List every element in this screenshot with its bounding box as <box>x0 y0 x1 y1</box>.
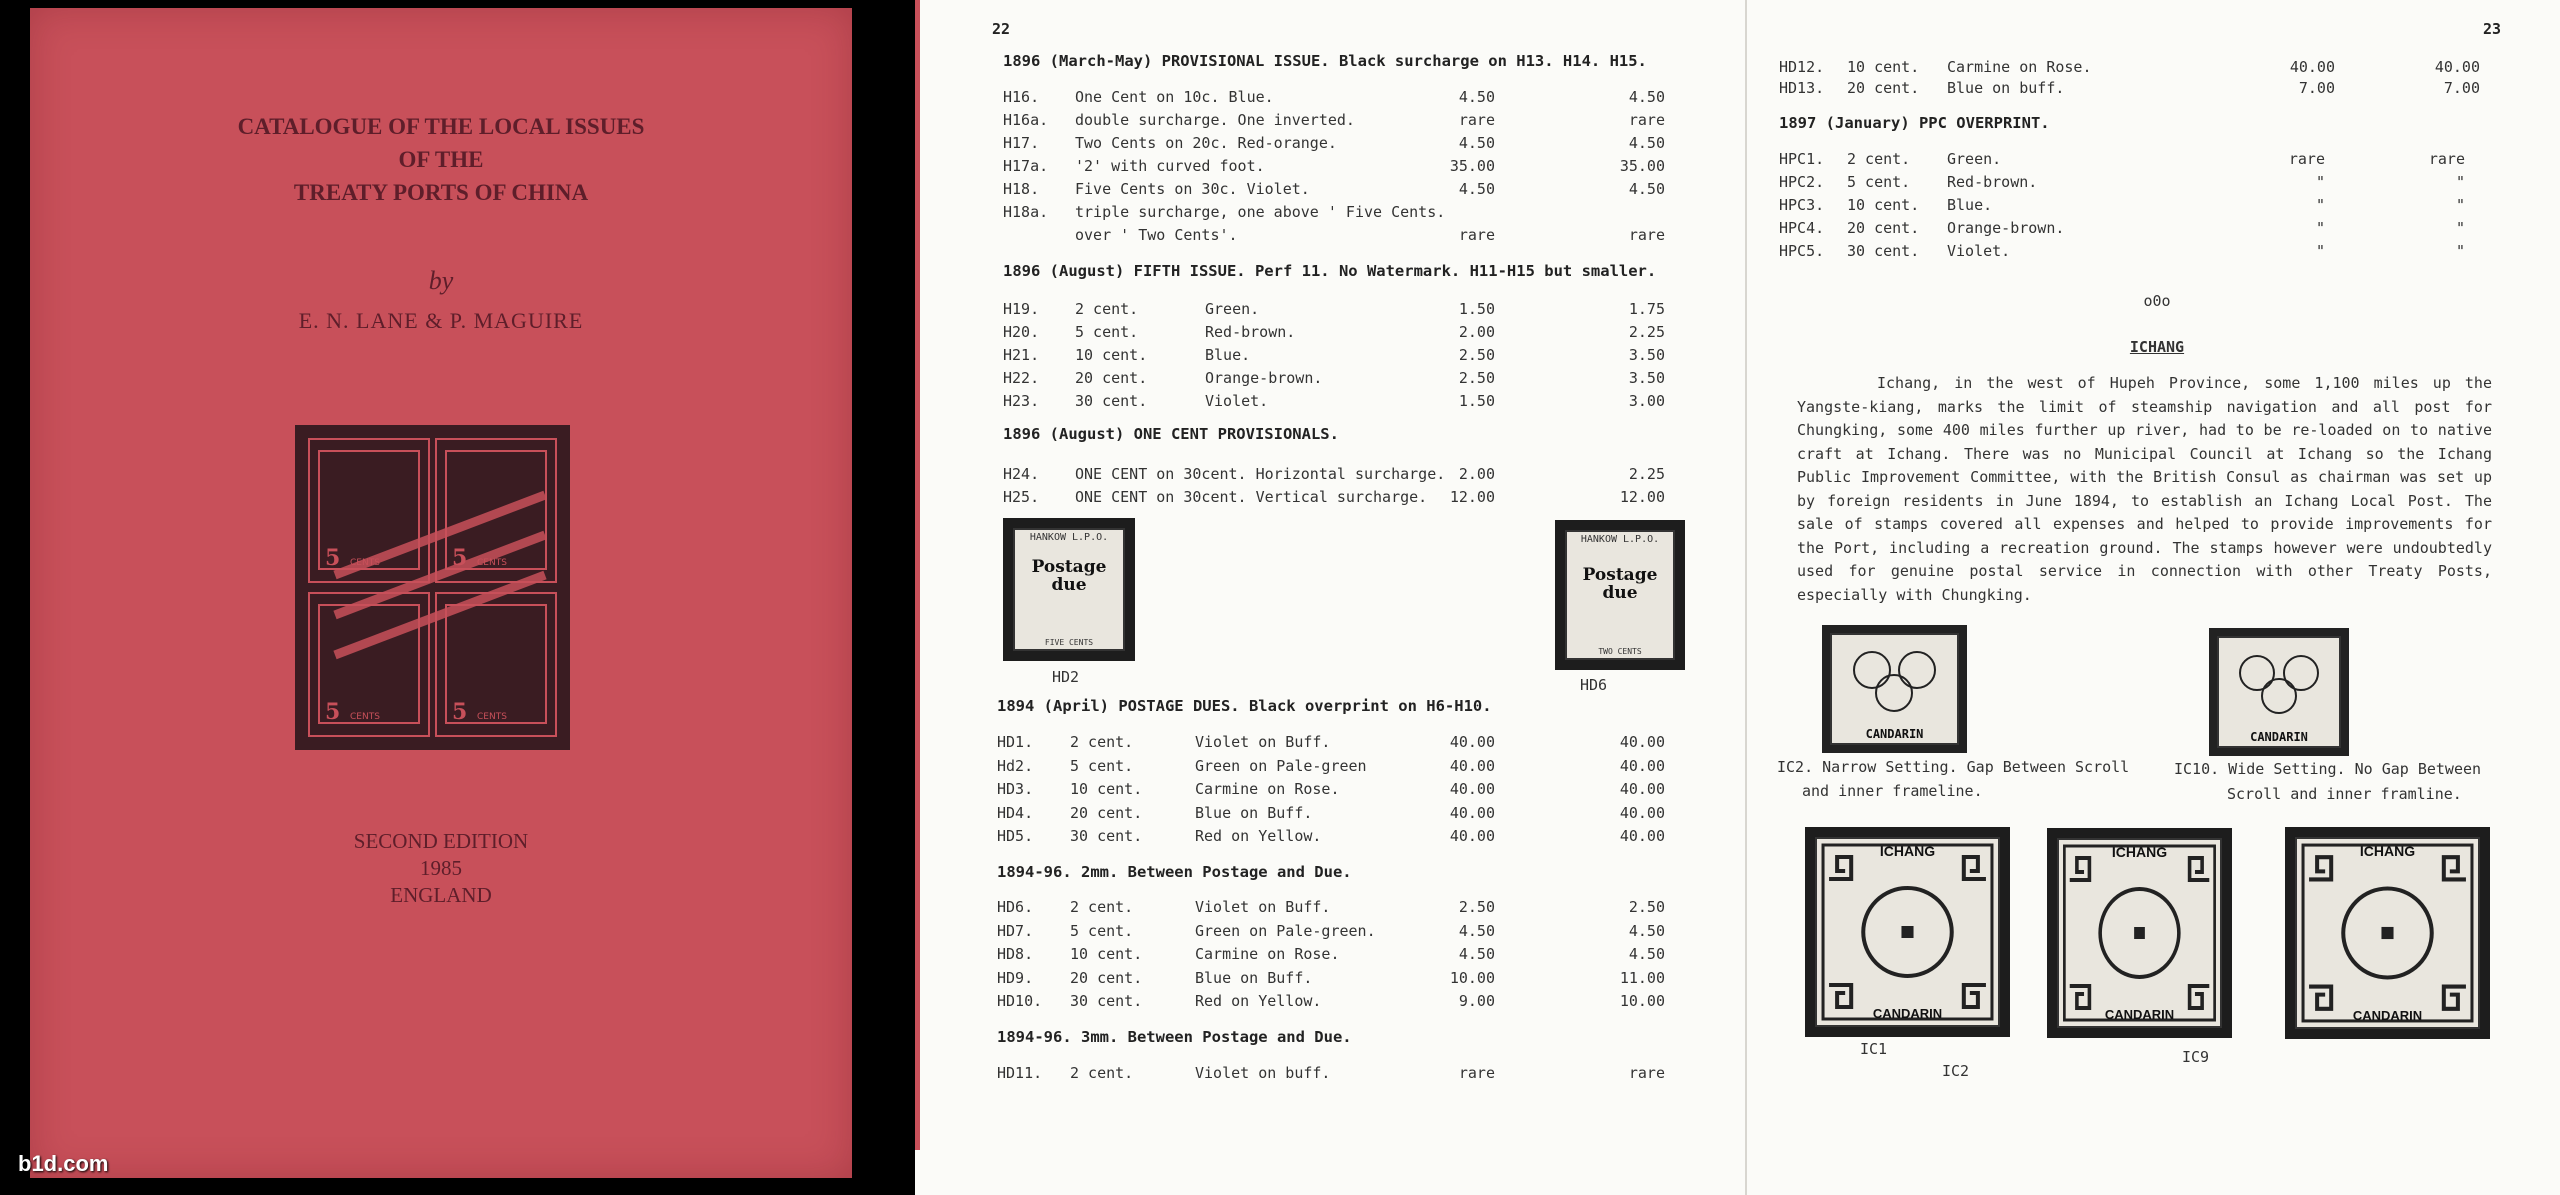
cell: Blue on Buff. <box>1195 968 1313 987</box>
stamp-image-hd2 <box>1003 518 1135 661</box>
cell: 40.00 <box>1619 827 1665 845</box>
cover-title-line: TREATY PORTS OF CHINA <box>293 180 589 205</box>
page-22 <box>915 0 1747 1195</box>
cell: rare <box>1628 1064 1665 1082</box>
cell: 7.00 <box>2298 79 2335 97</box>
cell: H23. <box>1003 392 1040 410</box>
cell: 40.00 <box>2289 58 2335 76</box>
stamp-caption: CENTS <box>350 558 380 568</box>
cell: Red-brown. <box>1947 173 2038 191</box>
cover-authors: E. N. LANE & P. MAGUIRE <box>298 308 584 333</box>
cell: H17. <box>1003 134 1040 152</box>
catalogue-row <box>915 88 1745 110</box>
cell: 10 cent. <box>1070 780 1143 798</box>
cell: 2.25 <box>1628 465 1665 483</box>
cell: 30 cent. <box>1070 992 1143 1010</box>
cell: 7.00 <box>2443 79 2480 97</box>
section-heading: 1894 (April) POSTAGE DUES. Black overprint on H6-H10. <box>997 697 1492 715</box>
stamp-value-digit: 5 <box>452 699 468 725</box>
page-number: 22 <box>992 20 1011 38</box>
catalogue-row <box>915 392 1745 414</box>
cell: 1.50 <box>1458 392 1495 410</box>
stamp-caption: HD2 <box>1052 668 1080 686</box>
cell: Orange-brown. <box>1947 219 2065 237</box>
section-heading: 1894-96. 3mm. Between Postage and Due. <box>997 1028 1352 1046</box>
cell: 30 cent. <box>1075 392 1148 410</box>
separator: o0o <box>2143 292 2171 310</box>
catalogue-row <box>915 157 1745 179</box>
cell: " <box>2315 173 2325 191</box>
cell: One Cent on 10c. Blue. <box>1075 88 1274 106</box>
cover-edition <box>30 828 852 909</box>
catalogue-row <box>1747 150 2560 172</box>
cover-title-line: CATALOGUE OF THE LOCAL ISSUES <box>237 114 645 139</box>
page-number: 23 <box>2483 20 2502 38</box>
cell: Violet on buff. <box>1195 1064 1331 1082</box>
cell: 12.00 <box>1449 488 1495 506</box>
cell: Green. <box>1205 300 1260 318</box>
cell: rare <box>1628 111 1665 129</box>
catalogue-row <box>915 969 1745 991</box>
cell: " <box>2455 173 2465 191</box>
cell: 5 cent. <box>1847 173 1911 191</box>
cell: 10.00 <box>1619 992 1665 1010</box>
book-cover <box>30 8 852 1178</box>
cell: 35.00 <box>1449 157 1495 175</box>
cell: " <box>2315 219 2325 237</box>
cell: 20 cent. <box>1847 79 1920 97</box>
cover-edition-line: ENGLAND <box>390 883 492 907</box>
cell: 3.50 <box>1628 369 1665 387</box>
section-heading: 1894-96. 2mm. Between Postage and Due. <box>997 863 1352 881</box>
stamp-top-text: HANKOW L.P.O. <box>1580 534 1660 545</box>
cell: Red on Yellow. <box>1195 992 1322 1010</box>
cell: 30 cent. <box>1847 242 1920 260</box>
cover-title <box>30 110 852 209</box>
cover-edition-line: SECOND EDITION <box>353 829 529 853</box>
cell: H18a. <box>1003 203 1049 221</box>
stamp-face <box>2057 838 2222 1028</box>
stamp-caption-line: IC2. Narrow Setting. Gap Between Scroll <box>1777 758 2130 776</box>
cover-by: by <box>428 266 454 295</box>
cell: H25. <box>1003 488 1040 506</box>
stamp-value-digit: 5 <box>325 545 341 571</box>
cell: HPC1. <box>1779 150 1825 168</box>
section-heading: 1896 (August) ONE CENT PROVISIONALS. <box>1003 425 1339 443</box>
catalogue-row <box>915 922 1745 944</box>
stamp-caption: IC1 <box>1860 1040 1888 1058</box>
cell: Violet on Buff. <box>1195 733 1331 751</box>
cell: 4.50 <box>1458 921 1495 940</box>
stamp-label: CANDARIN <box>1865 727 1924 741</box>
cell: 40.00 <box>1449 827 1495 845</box>
cell: HD7. <box>997 921 1034 940</box>
cell: 2.25 <box>1628 323 1665 341</box>
stamp-top-text: HANKOW L.P.O. <box>1029 532 1109 543</box>
stamp-image-ic10-small <box>2209 628 2349 756</box>
cell: H20. <box>1003 323 1040 341</box>
cover-title-line: OF THE <box>398 147 484 172</box>
stamp-caption: CENTS <box>477 558 507 568</box>
cell: " <box>2455 242 2465 260</box>
cell: H24. <box>1003 465 1040 483</box>
section-heading: 1896 (August) FIFTH ISSUE. Perf 11. No Watermark. H11-H15 but smaller. <box>1003 262 1657 280</box>
cell: 4.50 <box>1628 88 1665 106</box>
catalogue-row <box>915 369 1745 391</box>
catalogue-row <box>915 488 1745 510</box>
catalogue-row <box>1747 79 2560 101</box>
cell: 35.00 <box>1619 157 1665 175</box>
cell: HD9. <box>997 968 1034 987</box>
page-23 <box>1747 0 2560 1195</box>
cell: Five Cents on 30c. Violet. <box>1075 180 1310 198</box>
cell: 20 cent. <box>1070 968 1143 987</box>
cell: H21. <box>1003 346 1040 364</box>
cell: H16a. <box>1003 111 1049 129</box>
cell: 2 cent. <box>1075 300 1139 318</box>
catalogue-row <box>915 111 1745 133</box>
cell: HPC4. <box>1779 219 1825 237</box>
stamp-caption: IC2 <box>1942 1062 1970 1080</box>
cell: 40.00 <box>1619 780 1665 798</box>
cell: " <box>2455 196 2465 214</box>
cell: H17a. <box>1003 157 1049 175</box>
stamp-top-label: ICHANG <box>1879 843 1936 859</box>
stamp-overprint: Postage due <box>1582 565 1658 603</box>
stamp-bottom-label: CANDARIN <box>1872 1006 1943 1021</box>
cell: H16. <box>1003 88 1040 106</box>
stamp-label: CANDARIN <box>2250 730 2308 744</box>
catalogue-row <box>915 992 1745 1014</box>
cell: 1.75 <box>1628 300 1665 318</box>
cell: 40.00 <box>1619 756 1665 775</box>
cell: 4.50 <box>1458 88 1495 106</box>
cell: HD6. <box>997 898 1034 916</box>
cell: 4.50 <box>1458 945 1495 963</box>
cell: 2 cent. <box>1070 898 1134 916</box>
catalogue-row <box>1747 58 2560 80</box>
cell: 4.50 <box>1458 134 1495 152</box>
cell: Blue. <box>1947 196 1993 214</box>
cell: HD4. <box>997 803 1034 822</box>
cell: 11.00 <box>1619 968 1665 987</box>
cell: '2' with curved foot. <box>1075 157 1265 175</box>
cell: rare <box>1458 1064 1495 1082</box>
cell: rare <box>1628 226 1665 244</box>
cell: 4.50 <box>1458 180 1495 198</box>
cell: 4.50 <box>1628 180 1665 198</box>
stamp-image-ic2-small <box>1822 625 1967 753</box>
cell: Carmine on Rose. <box>1947 58 2092 76</box>
cell: Blue on Buff. <box>1195 803 1313 822</box>
cell: 10 cent. <box>1070 945 1143 963</box>
cell: 3.00 <box>1628 392 1665 410</box>
stamp-value-digit: 5 <box>452 545 468 571</box>
cell: " <box>2315 196 2325 214</box>
stamp-image-hd6 <box>1555 520 1685 670</box>
catalogue-row <box>1747 196 2560 218</box>
catalogue-row <box>915 300 1745 322</box>
catalogue-row <box>915 134 1745 156</box>
cell: H18. <box>1003 180 1040 198</box>
cell: HD10. <box>997 992 1043 1010</box>
cell: " <box>2315 242 2325 260</box>
catalogue-row <box>915 465 1745 487</box>
cell: Green on Pale-green. <box>1195 921 1376 940</box>
cell: 40.00 <box>1449 756 1495 775</box>
open-book <box>915 0 2560 1195</box>
cell: double surcharge. One inverted. <box>1075 111 1355 129</box>
catalogue-row <box>915 945 1745 967</box>
cell: Orange-brown. <box>1205 369 1323 387</box>
cell: 4.50 <box>1628 921 1665 940</box>
catalogue-row <box>1747 173 2560 195</box>
stamp-bottom-label: CANDARIN <box>2104 1007 2175 1022</box>
cell: rare <box>2428 150 2465 168</box>
stamp-caption: CENTS <box>477 712 507 722</box>
cell: 40.00 <box>1619 803 1665 822</box>
cell: rare <box>2288 150 2325 168</box>
cell: 2 cent. <box>1070 1064 1134 1082</box>
stamp-bottom-label: CANDARIN <box>2352 1008 2423 1023</box>
cell: 2.00 <box>1458 323 1495 341</box>
stamp-caption: HD6 <box>1580 676 1608 694</box>
catalogue-row <box>915 827 1745 849</box>
catalogue-row <box>915 733 1745 755</box>
catalogue-row <box>1747 219 2560 241</box>
cell: 2.50 <box>1458 898 1495 916</box>
cell: H19. <box>1003 300 1040 318</box>
cell: 20 cent. <box>1070 803 1143 822</box>
cell: rare <box>1458 111 1495 129</box>
stamp-image-ic2 <box>2047 828 2232 1038</box>
cell: rare <box>1458 226 1495 244</box>
cell: 2.50 <box>1458 369 1495 387</box>
cell: Violet on Buff. <box>1195 898 1331 916</box>
catalogue-row <box>915 226 1745 248</box>
catalogue-row <box>1747 242 2560 264</box>
stamp-caption: IC9 <box>2182 1048 2210 1066</box>
cell: 12.00 <box>1619 488 1665 506</box>
cell: HD5. <box>997 827 1034 845</box>
cell: H22. <box>1003 369 1040 387</box>
cover-edition-line: 1985 <box>420 856 462 880</box>
cell: Two Cents on 20c. Red-orange. <box>1075 134 1337 152</box>
cell: HD13. <box>1779 79 1825 97</box>
stamp-caption-line: Scroll and inner framline. <box>2227 785 2462 803</box>
stamp-caption-line: IC10. Wide Setting. No Gap Between <box>2174 760 2482 778</box>
cell: 40.00 <box>1449 733 1495 751</box>
stamp-overprint: Postage due <box>1031 557 1107 595</box>
cell: HD3. <box>997 780 1034 798</box>
cell: 9.00 <box>1458 992 1495 1010</box>
cell: over ' Two Cents'. <box>1075 226 1238 244</box>
stamp-image-ic9 <box>2285 827 2490 1039</box>
stamp-top-label: ICHANG <box>2359 843 2416 859</box>
cell: triple surcharge, one above ' Five Cents. <box>1075 203 1446 221</box>
ichang-paragraph: Ichang, in the west of Hupeh Province, some 1,100 miles up the Yangste-kiang, marks the limit of steamship navigation and all post for Chungking, some 400 miles further up river, had to be re-loaded on to native craft at Ichang. There was no Municipal Council at Ichang so the Ichang Public Improvement Committee, with the British Consul as chairman was set up by foreign residents in June 1894, to establish an Ichang Local Post. The sale of stamps covered all expenses and helped to provide improvements for the Port, including a recreation ground. The stamps however were undoubtedly used for genuine postal service in connection with other Treaty Posts, especially with Chungking. <box>1797 374 2492 604</box>
cell: 10.00 <box>1449 968 1495 987</box>
watermark-text: b1d.com <box>18 1151 109 1176</box>
cell: HD1. <box>997 733 1034 751</box>
cell: 3.50 <box>1628 346 1665 364</box>
cell: Violet. <box>1947 242 2011 260</box>
cell: Green on Pale-green <box>1195 756 1367 775</box>
catalogue-row <box>915 203 1745 225</box>
cell: Blue. <box>1205 346 1251 364</box>
cell: 40.00 <box>1449 803 1495 822</box>
stamp-image-ic1 <box>1805 827 2010 1037</box>
cell: 5 cent. <box>1070 921 1134 940</box>
catalogue-row <box>915 323 1745 345</box>
cell: HD12. <box>1779 58 1825 76</box>
stamp-top-label: ICHANG <box>2111 844 2168 860</box>
cell: HPC5. <box>1779 242 1825 260</box>
cell: 40.00 <box>1619 733 1665 751</box>
catalogue-row <box>915 180 1745 202</box>
cell: 4.50 <box>1628 134 1665 152</box>
catalogue-row <box>915 898 1745 920</box>
cell: 4.50 <box>1628 945 1665 963</box>
catalogue-row <box>915 780 1745 802</box>
cover-stamp-block-image <box>295 425 570 750</box>
stamp-face <box>2295 837 2480 1029</box>
catalogue-row <box>915 757 1745 779</box>
cell: Green. <box>1947 150 2002 168</box>
cell: 5 cent. <box>1070 756 1134 775</box>
cell: " <box>2455 219 2465 237</box>
cell: HPC3. <box>1779 196 1825 214</box>
catalogue-row <box>915 804 1745 826</box>
stamp-caption-line: and inner frameline. <box>1802 782 1983 800</box>
cell: ONE CENT on 30cent. Vertical surcharge. <box>1075 488 1428 506</box>
cell: 2.00 <box>1458 465 1495 483</box>
stamp-caption: CENTS <box>350 712 380 722</box>
cell: 2.50 <box>1458 346 1495 364</box>
section-title: ICHANG <box>2129 338 2185 356</box>
cell: 20 cent. <box>1075 369 1148 387</box>
cell: ONE CENT on 30cent. Horizontal surcharge. <box>1075 465 1446 483</box>
cell: 10 cent. <box>1847 58 1920 76</box>
cell: 10 cent. <box>1075 346 1148 364</box>
cell: Carmine on Rose. <box>1195 780 1340 798</box>
stamp-bottom-text: FIVE CENTS <box>1044 638 1094 647</box>
catalogue-row <box>915 346 1745 368</box>
section-heading: 1897 (January) PPC OVERPRINT. <box>1779 114 2050 132</box>
section-heading: 1896 (March-May) PROVISIONAL ISSUE. Black surcharge on H13. H14. H15. <box>1003 52 1647 70</box>
stamp-face <box>1815 837 2000 1027</box>
cell: 10 cent. <box>1847 196 1920 214</box>
cell: 40.00 <box>1449 780 1495 798</box>
stamp-bottom-text: TWO CENTS <box>1598 647 1642 656</box>
cell: 5 cent. <box>1075 323 1139 341</box>
stamp-value-digit: 5 <box>325 699 341 725</box>
cell: 1.50 <box>1458 300 1495 318</box>
cell: Red on Yellow. <box>1195 827 1322 845</box>
cell: Red-brown. <box>1205 323 1296 341</box>
cell: 30 cent. <box>1070 827 1143 845</box>
catalogue-row <box>915 1064 1745 1086</box>
cell: HD11. <box>997 1064 1043 1082</box>
cell: Violet. <box>1205 392 1269 410</box>
cell: 20 cent. <box>1847 219 1920 237</box>
cell: Hd2. <box>997 756 1034 775</box>
cell: Blue on buff. <box>1947 79 2065 97</box>
cell: 2 cent. <box>1070 733 1134 751</box>
cell: 2 cent. <box>1847 150 1911 168</box>
cell: HPC2. <box>1779 173 1825 191</box>
cell: Carmine on Rose. <box>1195 945 1340 963</box>
cell: 40.00 <box>2434 58 2480 76</box>
cell: 2.50 <box>1628 898 1665 916</box>
cell: HD8. <box>997 945 1034 963</box>
